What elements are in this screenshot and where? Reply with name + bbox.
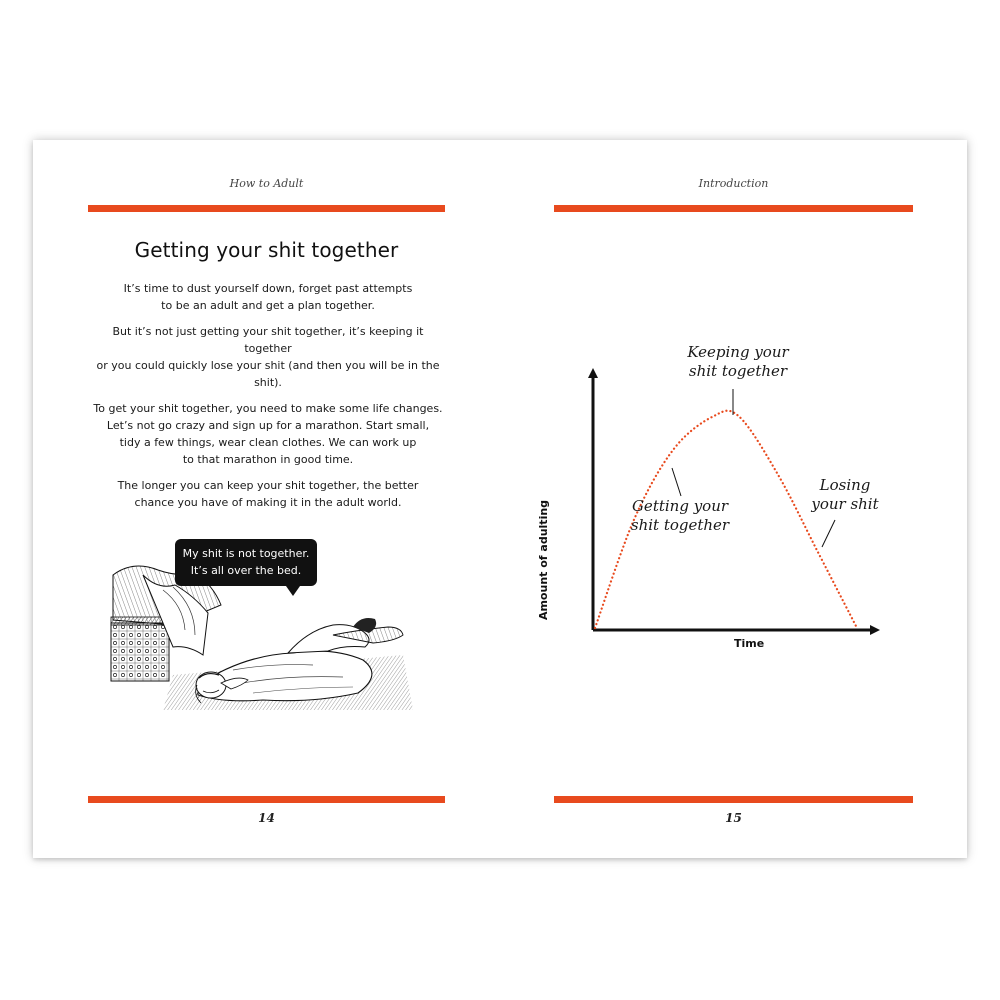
paragraph: But it’s not just getting your shit together, it’s keeping it together or you could quickly lose your shit (and then you will be in the shit).	[96, 325, 440, 389]
left-page	[33, 140, 500, 858]
annotation-getting: Getting your shit together	[630, 497, 730, 534]
body-text	[93, 280, 443, 520]
annotation-keeping: Keeping your shit together	[687, 343, 789, 380]
leader-getting	[672, 468, 681, 496]
running-head-right: Introduction	[698, 177, 769, 190]
running-head-left: How to Adult	[229, 177, 304, 190]
x-axis-label: Time	[734, 637, 765, 650]
book-spread	[33, 140, 967, 858]
page-number-right: 15	[725, 811, 742, 825]
header-rule-left	[88, 205, 445, 212]
paragraph: It’s time to dust yourself down, forget past attempts to be an adult and get a plan together.	[123, 282, 413, 312]
right-page	[500, 140, 967, 858]
leader-losing	[822, 520, 835, 547]
footer-rule-right	[554, 796, 913, 803]
speech-bubble-tail	[286, 586, 300, 596]
page-number-left: 14	[258, 811, 275, 825]
speech-bubble: My shit is not together. It’s all over the bed.	[175, 539, 317, 586]
paragraph: To get your shit together, you need to make some life changes. Let’s not go crazy and sign up for a marathon. Start small, tidy a few things, wear clean clothes. We can work up to that marathon in good time.	[93, 402, 443, 466]
page-title: Getting your shit together	[134, 238, 399, 262]
annotation-losing: Losing your shit	[811, 476, 879, 513]
y-axis-label: Amount of adulting	[537, 499, 550, 621]
paragraph: The longer you can keep your shit together, the better chance you have of making it in the adult world.	[117, 479, 419, 509]
footer-rule-left	[88, 796, 445, 803]
